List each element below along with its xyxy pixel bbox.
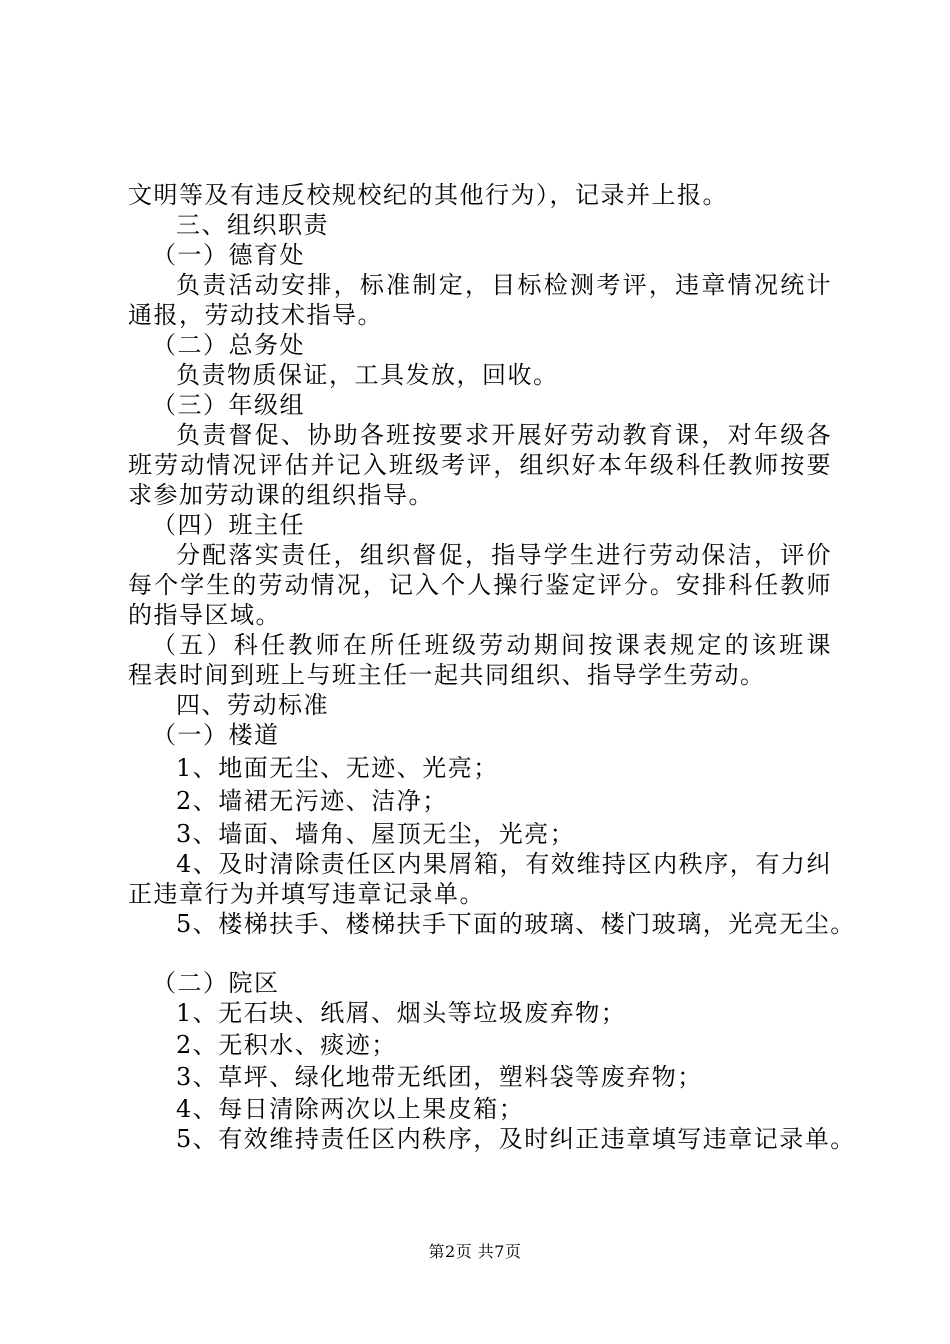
paragraph-line: 求参加劳动课的组织指导。: [128, 481, 434, 509]
subsection-heading: （一）德育处: [152, 241, 305, 269]
section-heading: 四、劳动标准: [176, 691, 329, 719]
section-heading: 三、组织职责: [176, 211, 329, 239]
paragraph-line: 负责活动安排，标准制定，目标检测考评，违章情况统计: [176, 271, 832, 299]
subsection-heading: （四）班主任: [152, 511, 305, 539]
list-item: 3、墙面、墙角、屋顶无尘，光亮；: [176, 820, 576, 848]
paragraph-line: （五）科任教师在所任班级劳动期间按课表规定的该班课: [152, 631, 832, 659]
page-number-footer: 第2页 共7页: [428, 1242, 522, 1261]
list-item: 1、地面无尘、无迹、光亮；: [176, 754, 499, 782]
list-item: 2、无积水、痰迹；: [176, 1031, 397, 1059]
list-item: 4、及时清除责任区内果屑箱，有效维持区内秩序，有力纠: [176, 850, 832, 878]
list-item: 4、每日清除两次以上果皮箱；: [176, 1095, 525, 1123]
paragraph-line: 班劳动情况评估并记入班级考评，组织好本年级科任教师按要: [128, 451, 832, 479]
subsection-heading: （二）院区: [152, 969, 280, 997]
subsection-heading: （三）年级组: [152, 391, 305, 419]
paragraph-line: 分配落实责任，组织督促，指导学生进行劳动保洁，评价: [176, 541, 832, 569]
list-item: 2、墙裙无污迹、洁净；: [176, 787, 448, 815]
subsection-heading: （一）楼道: [152, 721, 280, 749]
subsection-heading: （二）总务处: [152, 331, 305, 359]
paragraph-line: 每个学生的劳动情况，记入个人操行鉴定评分。安排科任教师: [128, 571, 832, 599]
paragraph-line: 文明等及有违反校规校纪的其他行为），记录并上报。: [128, 181, 728, 209]
paragraph-line: 的指导区域。: [128, 601, 281, 629]
paragraph-line: 通报，劳动技术指导。: [128, 301, 383, 329]
list-item: 1、无石块、纸屑、烟头等垃圾废弃物；: [176, 999, 627, 1027]
paragraph-line: 负责督促、协助各班按要求开展好劳动教育课，对年级各: [176, 421, 832, 449]
list-item: 5、有效维持责任区内秩序，及时纠正违章填写违章记录单。: [176, 1125, 856, 1153]
paragraph-line: 负责物质保证，工具发放，回收。: [176, 361, 559, 389]
list-item: 5、楼梯扶手、楼梯扶手下面的玻璃、楼门玻璃，光亮无尘。: [176, 910, 856, 938]
list-item: 3、草坪、绿化地带无纸团，塑料袋等废弃物；: [176, 1063, 703, 1091]
paragraph-line: 正违章行为并填写违章记录单。: [128, 880, 485, 908]
paragraph-line: 程表时间到班上与班主任一起共同组织、指导学生劳动。: [128, 661, 766, 689]
